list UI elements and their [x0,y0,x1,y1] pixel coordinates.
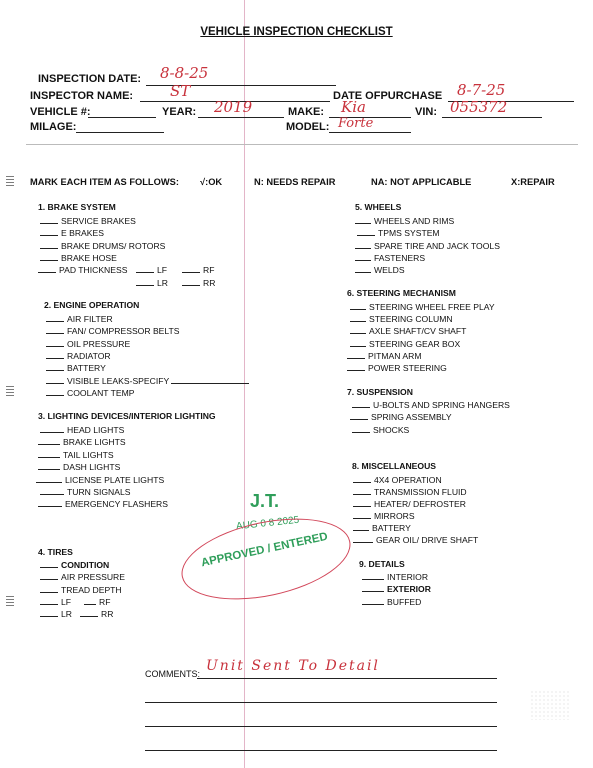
model-value[interactable]: Forte [338,116,374,131]
tire-rr[interactable]: RR [80,608,113,619]
comments-label: COMMENTS: [145,669,200,679]
checklist-item[interactable]: OIL PRESSURE [46,338,130,349]
checklist-item[interactable]: TURN SIGNALS [40,486,131,497]
checklist-item[interactable]: EMERGENCY FLASHERS [38,498,168,509]
section-wheels: 5. WHEELS [355,202,402,212]
checklist-item[interactable]: WHEELS AND RIMS [355,215,454,226]
checklist-item[interactable]: INTERIOR [362,571,428,582]
tire-lr[interactable]: LR [40,608,72,619]
pad-rr[interactable]: RR [182,277,215,288]
section-lighting: 3. LIGHTING DEVICES/INTERIOR LIGHTING [38,411,216,421]
checklist-item[interactable]: BRAKE LIGHTS [38,436,126,447]
checklist-item[interactable]: CONDITION [40,559,109,570]
leaks-specify-line [171,375,249,384]
section-details: 9. DETAILS [359,559,405,569]
comments-line-2 [145,702,497,703]
legend-ok: √:OK [200,177,223,187]
inspector-name-label: INSPECTOR NAME: [30,90,134,102]
legend-repair: X:REPAIR [511,177,555,187]
section-tires: 4. TIRES [38,547,73,557]
checklist-item[interactable]: STEERING GEAR BOX [350,338,460,349]
checklist-item[interactable]: STEERING WHEEL FREE PLAY [350,301,495,312]
checklist-item[interactable]: PAD THICKNESS [38,264,127,275]
checklist-item[interactable]: LICENSE PLATE LIGHTS [36,474,164,485]
checklist-item[interactable]: TREAD DEPTH [40,584,122,595]
scan-mark [6,176,14,188]
checklist-item[interactable]: PITMAN ARM [347,350,421,361]
checklist-item[interactable]: STEERING COLUMN [350,313,453,324]
checklist-item[interactable]: E BRAKES [40,227,104,238]
checklist-item[interactable]: SHOCKS [352,424,409,435]
section-engine-operation: 2. ENGINE OPERATION [44,300,140,310]
checklist-item[interactable]: BUFFED [362,596,421,607]
legend-not-applicable: NA: NOT APPLICABLE [371,177,472,187]
date-purchase-label: DATE OFPURCHASE [333,90,443,102]
checklist-item[interactable]: U-BOLTS AND SPRING HANGERS [352,399,510,410]
model-label: MODEL: [286,121,330,133]
checklist-item[interactable]: EXTERIOR [362,583,431,594]
section-suspension: 7. SUSPENSION [347,387,413,397]
section-brake-system: 1. BRAKE SYSTEM [38,202,116,212]
legend-intro: MARK EACH ITEM AS FOLLOWS: [30,177,179,187]
checklist-item[interactable]: POWER STEERING [347,362,447,373]
checklist-item[interactable]: MIRRORS [353,510,415,521]
tire-rf[interactable]: RF [84,596,110,607]
checklist-item[interactable]: DASH LIGHTS [38,461,120,472]
comments-line-3 [145,726,497,727]
vehicle-number-line [88,117,156,118]
checklist-item[interactable]: FASTENERS [355,252,425,263]
vehicle-number-label: VEHICLE #: [30,106,91,118]
checklist-item[interactable]: AIR PRESSURE [40,571,125,582]
milage-line [76,132,164,133]
year-line [198,117,284,118]
comments-value[interactable]: Unit Sent To Detail [206,658,380,674]
section-miscellaneous: 8. MISCELLANEOUS [352,461,437,471]
checklist-item[interactable]: TAIL LIGHTS [38,449,114,460]
checklist-item[interactable]: BATTERY [353,522,411,533]
pad-rf[interactable]: RF [182,264,214,275]
make-value[interactable]: Kia [341,98,366,116]
year-value[interactable]: 2019 [214,98,253,116]
stamp-date: AUG 0 8 2025 [235,514,300,533]
comments-line-1 [197,678,497,679]
checklist-item[interactable]: SPRING ASSEMBLY [350,411,452,422]
make-label: MAKE: [288,106,325,118]
pad-lr[interactable]: LR [136,277,168,288]
tire-lf[interactable]: LF [40,596,71,607]
checklist-item[interactable]: VISIBLE LEAKS-SPECIFY [46,375,252,386]
pad-lf[interactable]: LF [136,264,167,275]
checklist-item[interactable]: HEAD LIGHTS [40,424,124,435]
section-steering: 6. STEERING MECHANISM [347,288,456,298]
checklist-item[interactable]: WELDS [355,264,405,275]
comments-line-4 [145,750,497,751]
model-line [329,132,411,133]
checklist-item[interactable]: AIR FILTER [46,313,113,324]
approval-oval [174,505,358,613]
checklist-item[interactable]: FAN/ COMPRESSOR BELTS [46,325,180,336]
checklist-item[interactable]: GEAR OIL/ DRIVE SHAFT [353,534,478,545]
scan-mark [6,596,14,608]
document-title: VEHICLE INSPECTION CHECKLIST [200,26,393,38]
stamp-approved-entered: APPROVED / ENTERED [200,530,329,570]
inspection-date-label: INSPECTION DATE: [38,73,142,85]
header-divider [26,144,578,145]
checklist-item[interactable]: AXLE SHAFT/CV SHAFT [350,325,466,336]
scan-mark [6,386,14,398]
checklist-item[interactable]: BRAKE HOSE [40,252,117,263]
stamp-initials: J.T. [250,491,280,511]
checklist-item[interactable]: SERVICE BRAKES [40,215,136,226]
legend-needs-repair: N: NEEDS REPAIR [254,177,336,187]
scan-noise [530,690,570,720]
checklist-item[interactable]: HEATER/ DEFROSTER [353,498,466,509]
checklist-item[interactable]: COOLANT TEMP [46,387,135,398]
checklist-item[interactable]: TPMS SYSTEM [357,227,440,238]
date-purchase-value[interactable]: 8-7-25 [457,81,506,99]
checklist-item[interactable]: TRANSMISSION FLUID [353,486,467,497]
year-label: YEAR: [162,106,197,118]
vin-line [442,117,542,118]
vin-label: VIN: [415,106,437,118]
checklist-item[interactable]: RADIATOR [46,350,111,361]
milage-label: MILAGE: [30,121,77,133]
inspection-date-value[interactable]: 8-8-25 [160,64,209,82]
checklist-item[interactable]: BRAKE DRUMS/ ROTORS [40,240,165,251]
inspector-name-value[interactable]: ST [170,82,191,100]
checklist-item[interactable]: BATTERY [46,362,106,373]
checklist-item[interactable]: 4X4 OPERATION [353,474,442,485]
vin-value[interactable]: 055372 [450,98,508,116]
checklist-item[interactable]: SPARE TIRE AND JACK TOOLS [355,240,500,251]
